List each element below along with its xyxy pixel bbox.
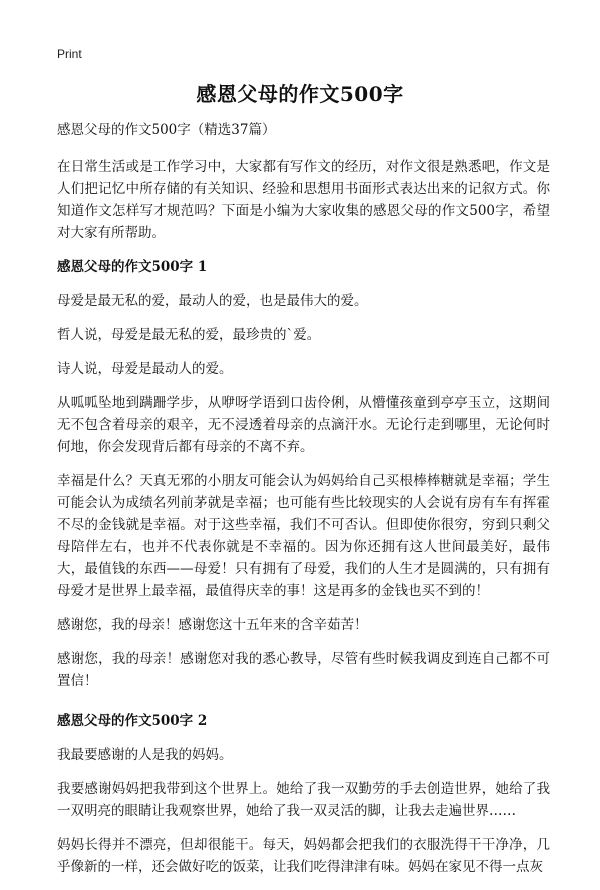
paragraph: 感谢您，我的母亲！感谢您对我的悉心教导，尽管有些时候我调皮到连自己都不可置信！ <box>57 651 550 689</box>
paragraph: 感谢您，我的母亲！感谢您这十五年来的含辛茹苦！ <box>57 617 368 633</box>
paragraph: 从呱呱坠地到蹒跚学步，从咿呀学语到口齿伶俐，从懵懂孩童到亭亭玉立，这期间无不包含着母亲的艰辛，无不浸透着母亲的点滴汗水。无论行走到哪里，无论何时何地，你会发现背后都有母亲的不离不弃。 <box>57 395 550 455</box>
intro-paragraph: 在日常生活或是工作学习中，大家都有写作文的经历，对作文很是熟悉吧，作文是人们把记忆中所存储的有关知识、经验和思想用书面形式表达出来的记叙方式。你知道作文怎样写才规范吗？下面是小编为大家收集的感恩父母的作文500字，希望对大家有所帮助。 <box>57 159 550 241</box>
article-subtitle: 感恩父母的作文500字（精选37篇） <box>57 122 276 138</box>
paragraph: 母爱是最无私的爱，最动人的爱，也是最伟大的爱。 <box>57 293 368 309</box>
page-title: 感恩父母的作文500字 <box>196 82 404 106</box>
paragraph: 妈妈长得并不漂亮，但却很能干。每天，妈妈都会把我们的衣服洗得干干净净，几乎像新的一样，还会做好吃的饭菜，让我们吃得津津有味。妈妈在家见不得一点灰 <box>57 837 550 875</box>
section-heading-2: 感恩父母的作文500字 2 <box>57 713 208 729</box>
article-body <box>57 120 550 890</box>
paragraph: 诗人说，母爱是最动人的爱。 <box>57 361 233 377</box>
paragraph: 幸福是什么？天真无邪的小朋友可能会认为妈妈给自己买根棒棒糖就是幸福；学生可能会认为成绩名列前茅就是幸福；也可能有些比较现实的人会说有房有车有挥霍不尽的金钱就是幸福。对于这些幸福，我们不可否认。但即使你很穷，穷到只剩父母陪伴左右，也并不代表你就是不幸福的。因为你还拥有这人世间最美好，最伟大，最值钱的东西——母爱！只有拥有了母爱，我们的人生才是圆满的，只有拥有母爱才是世界上最幸福，最值得庆幸的事！这是再多的金钱也买不到的！ <box>57 473 550 599</box>
paragraph: 哲人说，母爱是最无私的爱，最珍贵的`爱。 <box>57 327 321 343</box>
print-link[interactable]: Print <box>57 47 82 61</box>
paragraph: 我最要感谢的人是我的妈妈。 <box>57 747 233 763</box>
section-heading-1: 感恩父母的作文500字 1 <box>57 259 208 275</box>
paragraph: 我要感谢妈妈把我带到这个世界上。她给了我一双勤劳的手去创造世界，她给了我一双明亮的眼睛让我观察世界，她给了我一双灵活的脚，让我去走遍世界…… <box>57 781 550 819</box>
